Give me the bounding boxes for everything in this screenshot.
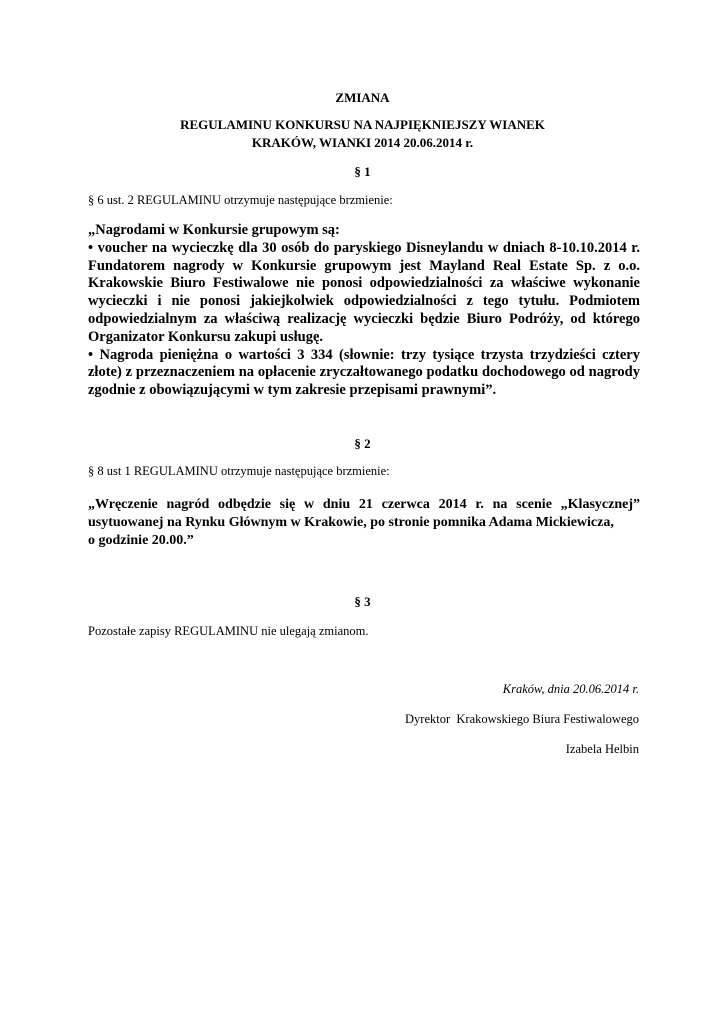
section2-heading: § 2 xyxy=(354,436,371,451)
section1-paragraph: • Nagroda pieniężna o wartości 3 334 (słownie: trzy tysiące trzysta trzydzieści cztery złote) z przeznaczeniem na opłacenie zryczałtowanego podatku dochodowego od nagrody zgodnie z obowiązującymi w tym zakresie przepisami prawnymi”. xyxy=(88,346,640,399)
section1-intro: § 6 ust. 2 REGULAMINU otrzymuje następujące brzmienie: xyxy=(88,193,393,207)
section1-paragraph: • voucher na wycieczkę dla 30 osób do paryskiego Disneylandu w dniach 8-10.10.2014 r. Fundatorem nagrody w Konkursie grupowym jest Mayland Real Estate Sp. z o.o. Krakowskie Biuro Festiwalowe nie ponosi odpowiedzialności za właściwe wykonanie wycieczki i nie ponosi jakiejkolwiek odpowiedzialności z tego tytułu. Podmiotem odpowiedzialnym za właściwą realizację wycieczki będzie Biuro Podróży, od którego Organizator Konkursu zakupi usługę. xyxy=(88,239,640,345)
signatory-name: Izabela Helbin xyxy=(565,742,639,756)
section3-text: Pozostałe zapisy REGULAMINU nie ulegają zmianom. xyxy=(88,624,369,638)
document-subtitle-line2: KRAKÓW, WIANKI 2014 20.06.2014 r. xyxy=(251,135,474,150)
section1-heading: § 1 xyxy=(354,164,371,179)
section3-heading: § 3 xyxy=(354,594,371,609)
section2-intro: § 8 ust 1 REGULAMINU otrzymuje następujące brzmienie: xyxy=(88,464,390,478)
section2-text-line1: „Wręczenie nagród odbędzie się w dniu 21 czerwca 2014 r. na scenie „Klasycznej” usytuowanej na Rynku Głównym w Krakowie, po stronie pomnika Adama Mickiewicza, xyxy=(88,497,640,530)
document-subtitle-line1: REGULAMINU KONKURSU NA NAJPIĘKNIEJSZY WIANEK xyxy=(180,117,545,132)
document-title: ZMIANA xyxy=(335,90,390,105)
signatory-title: Dyrektor Krakowskiego Biura Festiwalowego xyxy=(405,712,639,726)
place-date: Kraków, dnia 20.06.2014 r. xyxy=(502,682,639,696)
section1-paragraph: „Nagrodami w Konkursie grupowym są: xyxy=(88,222,340,238)
section1-body xyxy=(88,222,640,400)
section2-text-line2: o godzinie 20.00.” xyxy=(88,532,194,548)
section2-body xyxy=(88,496,640,549)
